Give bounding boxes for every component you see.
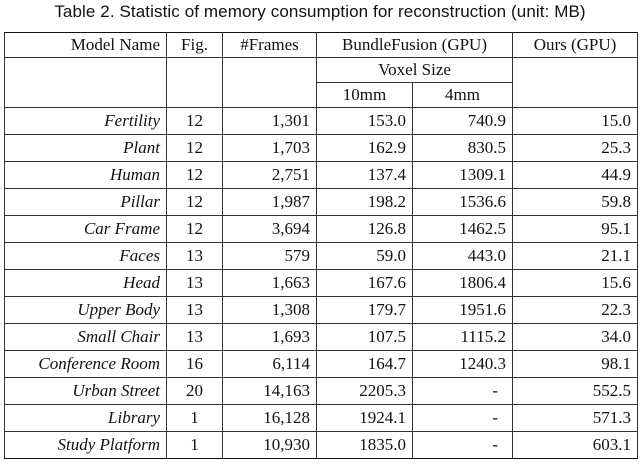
cell-voxel-10mm: 179.7 [317, 297, 413, 324]
table-row [5, 270, 638, 297]
cell-ours: 15.0 [513, 108, 638, 135]
cell-frames: 14,163 [223, 378, 317, 405]
table-row [5, 324, 638, 351]
table-row [5, 405, 638, 432]
cell-voxel-10mm: 126.8 [317, 216, 413, 243]
cell-ours: 603.1 [513, 432, 638, 459]
cell-model-name: Small Chair [5, 324, 167, 351]
cell-model-name: Urban Street [5, 378, 167, 405]
table-row [5, 108, 638, 135]
header-voxel-size: Voxel Size [317, 58, 513, 83]
cell-ours: 21.1 [513, 243, 638, 270]
cell-voxel-4mm: 1462.5 [413, 216, 513, 243]
cell-frames: 1,663 [223, 270, 317, 297]
table-row [5, 189, 638, 216]
cell-ours: 44.9 [513, 162, 638, 189]
cell-fig: 12 [167, 135, 223, 162]
cell-voxel-10mm: 198.2 [317, 189, 413, 216]
table-row [5, 432, 638, 459]
cell-voxel-10mm: 2205.3 [317, 378, 413, 405]
cell-voxel-4mm: 1240.3 [413, 351, 513, 378]
header-blank-ours [513, 58, 638, 108]
header-blank-name [5, 58, 167, 108]
cell-model-name: Faces [5, 243, 167, 270]
header-blank-frames [223, 58, 317, 108]
cell-frames: 3,694 [223, 216, 317, 243]
cell-frames: 2,751 [223, 162, 317, 189]
table-row [5, 297, 638, 324]
cell-fig: 1 [167, 405, 223, 432]
cell-model-name: Head [5, 270, 167, 297]
cell-fig: 1 [167, 432, 223, 459]
cell-voxel-4mm: 1309.1 [413, 162, 513, 189]
cell-fig: 12 [167, 189, 223, 216]
table-row [5, 243, 638, 270]
cell-ours: 22.3 [513, 297, 638, 324]
header-fig: Fig. [167, 33, 223, 58]
table-row [5, 351, 638, 378]
cell-fig: 20 [167, 378, 223, 405]
cell-voxel-4mm: 830.5 [413, 135, 513, 162]
cell-frames: 10,930 [223, 432, 317, 459]
cell-voxel-10mm: 162.9 [317, 135, 413, 162]
cell-fig: 12 [167, 108, 223, 135]
cell-voxel-10mm: 153.0 [317, 108, 413, 135]
cell-voxel-4mm: - [413, 432, 513, 459]
cell-voxel-4mm: 1536.6 [413, 189, 513, 216]
cell-frames: 6,114 [223, 351, 317, 378]
cell-ours: 552.5 [513, 378, 638, 405]
header-frames: #Frames [223, 33, 317, 58]
header-bundlefusion: BundleFusion (GPU) [317, 33, 513, 58]
cell-model-name: Human [5, 162, 167, 189]
cell-frames: 1,693 [223, 324, 317, 351]
cell-fig: 13 [167, 270, 223, 297]
table-row [5, 135, 638, 162]
cell-model-name: Fertility [5, 108, 167, 135]
cell-voxel-4mm: 1115.2 [413, 324, 513, 351]
header-ours: Ours (GPU) [513, 33, 638, 58]
cell-voxel-10mm: 137.4 [317, 162, 413, 189]
cell-ours: 98.1 [513, 351, 638, 378]
cell-ours: 25.3 [513, 135, 638, 162]
cell-frames: 1,987 [223, 189, 317, 216]
table-row [5, 162, 638, 189]
cell-model-name: Upper Body [5, 297, 167, 324]
cell-ours: 34.0 [513, 324, 638, 351]
cell-voxel-10mm: 1835.0 [317, 432, 413, 459]
cell-fig: 13 [167, 243, 223, 270]
table-row [5, 378, 638, 405]
cell-fig: 13 [167, 324, 223, 351]
cell-voxel-4mm: 1951.6 [413, 297, 513, 324]
cell-frames: 1,308 [223, 297, 317, 324]
header-voxel-4mm: 4mm [413, 83, 513, 108]
header-voxel-10mm: 10mm [317, 83, 413, 108]
cell-voxel-4mm: 740.9 [413, 108, 513, 135]
header-blank-fig [167, 58, 223, 108]
cell-voxel-10mm: 164.7 [317, 351, 413, 378]
table-caption: Table 2. Statistic of memory consumption for reconstruction (unit: MB) [54, 2, 586, 21]
cell-model-name: Pillar [5, 189, 167, 216]
cell-frames: 1,703 [223, 135, 317, 162]
cell-ours: 59.8 [513, 189, 638, 216]
cell-voxel-10mm: 107.5 [317, 324, 413, 351]
cell-model-name: Study Platform [5, 432, 167, 459]
header-model-name: Model Name [5, 33, 167, 58]
cell-frames: 16,128 [223, 405, 317, 432]
cell-fig: 16 [167, 351, 223, 378]
cell-ours: 15.6 [513, 270, 638, 297]
memory-table [4, 32, 638, 459]
cell-voxel-4mm: 1806.4 [413, 270, 513, 297]
cell-voxel-4mm: - [413, 405, 513, 432]
cell-voxel-4mm: - [413, 378, 513, 405]
cell-fig: 12 [167, 162, 223, 189]
cell-model-name: Car Frame [5, 216, 167, 243]
cell-model-name: Conference Room [5, 351, 167, 378]
cell-fig: 13 [167, 297, 223, 324]
cell-voxel-10mm: 59.0 [317, 243, 413, 270]
cell-ours: 571.3 [513, 405, 638, 432]
cell-frames: 579 [223, 243, 317, 270]
cell-model-name: Library [5, 405, 167, 432]
cell-voxel-10mm: 167.6 [317, 270, 413, 297]
cell-voxel-10mm: 1924.1 [317, 405, 413, 432]
cell-fig: 12 [167, 216, 223, 243]
cell-frames: 1,301 [223, 108, 317, 135]
cell-model-name: Plant [5, 135, 167, 162]
table-row [5, 216, 638, 243]
cell-ours: 95.1 [513, 216, 638, 243]
cell-voxel-4mm: 443.0 [413, 243, 513, 270]
